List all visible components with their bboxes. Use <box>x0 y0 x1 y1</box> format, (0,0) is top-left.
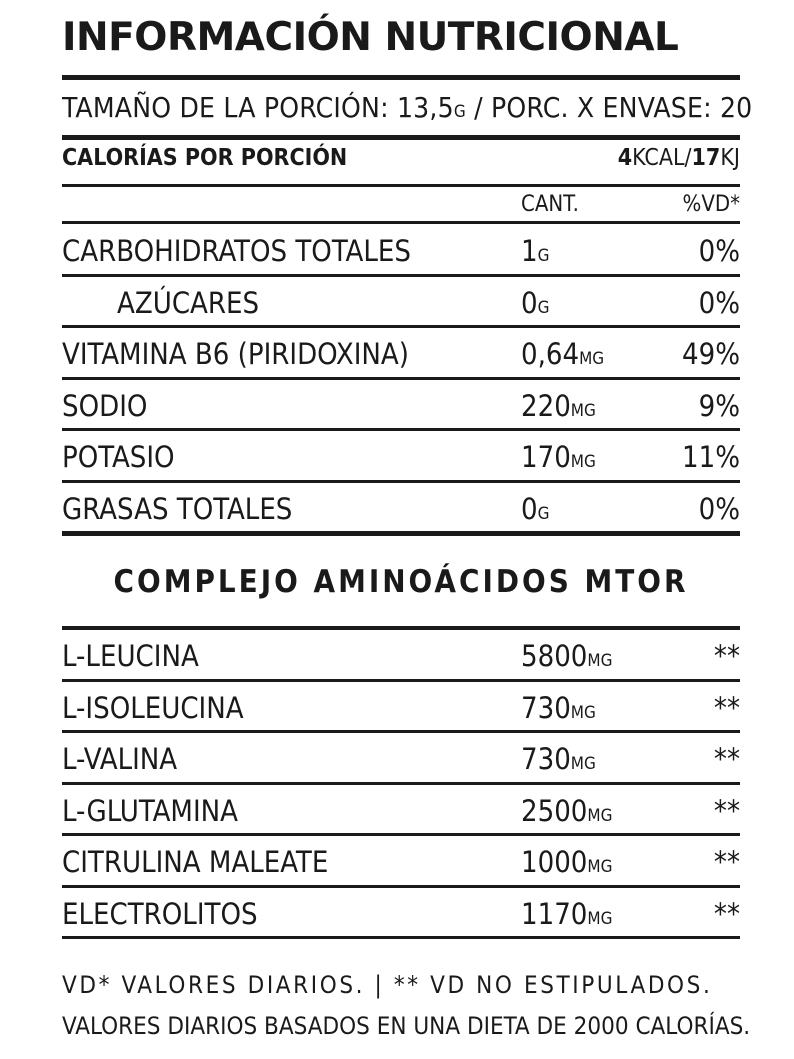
divider <box>62 274 740 277</box>
divider <box>62 75 740 80</box>
amount-unit: G <box>537 297 550 318</box>
row-daily-value: ** <box>713 845 740 879</box>
serving-size-label: TAMAÑO DE LA PORCIÓN: 13,5 <box>62 91 454 124</box>
table-row <box>62 791 740 831</box>
row-name: SODIO <box>62 388 148 423</box>
row-amount <box>521 337 604 371</box>
amount-unit: G <box>537 503 550 524</box>
row-amount <box>521 492 549 526</box>
row-amount <box>521 794 612 828</box>
amount-value: 0,64 <box>521 337 580 371</box>
amount-unit: MG <box>570 702 596 723</box>
dv-header: %VD* <box>682 192 740 217</box>
divider <box>62 626 740 630</box>
divider <box>62 936 740 939</box>
column-header-row <box>62 192 740 222</box>
divider <box>62 325 740 328</box>
amount-unit: MG <box>570 754 596 774</box>
divider <box>62 377 740 380</box>
amount-value: 170 <box>521 440 571 474</box>
row-daily-value: ** <box>713 896 740 931</box>
row-name: L-VALINA <box>62 742 178 776</box>
row-daily-value: ** <box>713 793 740 828</box>
amount-value: 0 <box>521 285 538 320</box>
amount-unit: MG <box>587 908 613 929</box>
section-title: COMPLEJO AMINOÁCIDOS MTOR <box>113 564 689 600</box>
row-daily-value: 9% <box>698 388 740 423</box>
table-row <box>62 636 740 676</box>
amount-unit: MG <box>579 349 605 369</box>
table-row <box>62 739 740 779</box>
amount-header: CANT. <box>521 192 579 217</box>
amount-unit: MG <box>570 452 596 472</box>
calories-value <box>618 145 740 171</box>
table-row <box>62 283 740 323</box>
table-row <box>62 894 740 934</box>
row-name: VITAMINA B6 (PIRIDOXINA) <box>62 337 409 371</box>
amount-value: 2500 <box>521 793 588 828</box>
row-daily-value: ** <box>713 639 740 673</box>
divider <box>62 730 740 733</box>
row-name: AZÚCARES <box>117 285 260 320</box>
kj-number: 17 <box>691 145 721 171</box>
row-daily-value: 0% <box>698 234 740 268</box>
row-daily-value: 0% <box>698 285 740 320</box>
row-amount <box>521 691 596 725</box>
row-daily-value: 0% <box>698 491 740 526</box>
footnote-line-1: VD* VALORES DIARIOS. | ** VD NO ESTIPULADOS. <box>62 971 713 999</box>
row-amount <box>521 897 612 931</box>
kj-unit: KJ <box>720 145 740 171</box>
divider <box>62 221 740 224</box>
row-amount <box>521 286 549 320</box>
amount-unit: MG <box>587 651 613 671</box>
row-amount <box>521 234 549 268</box>
divider <box>62 679 740 682</box>
amount-value: 730 <box>521 742 571 776</box>
amount-value: 5800 <box>521 639 588 673</box>
row-daily-value: ** <box>713 742 740 776</box>
row-name: CARBOHIDRATOS TOTALES <box>62 234 411 268</box>
amount-unit: G <box>537 246 550 266</box>
row-name: GRASAS TOTALES <box>62 491 293 526</box>
row-name: L-LEUCINA <box>62 639 199 673</box>
row-daily-value: ** <box>713 690 740 725</box>
row-amount <box>521 639 612 673</box>
amount-unit: MG <box>587 805 613 826</box>
row-daily-value: 11% <box>682 440 740 474</box>
row-name: ELECTROLITOS <box>62 896 258 931</box>
table-row <box>62 489 740 529</box>
serving-size-unit: G <box>453 102 466 122</box>
table-row <box>62 334 740 374</box>
table-row <box>62 231 740 271</box>
table-row <box>62 688 740 728</box>
divider <box>62 782 740 785</box>
row-amount <box>521 440 596 474</box>
divider <box>62 184 740 187</box>
amount-value: 0 <box>521 491 538 526</box>
divider <box>62 480 740 483</box>
amount-value: 1170 <box>521 896 588 931</box>
amount-value: 730 <box>521 690 571 725</box>
amount-value: 220 <box>521 388 571 423</box>
kcal-number: 4 <box>617 145 633 171</box>
table-row <box>62 437 740 477</box>
divider <box>62 885 740 888</box>
footnote-line-2: VALORES DIARIOS BASADOS EN UNA DIETA DE 2000 CALORÍAS. <box>62 1012 751 1040</box>
kcal-unit: KCAL/ <box>632 145 692 171</box>
amount-unit: MG <box>570 400 596 421</box>
panel-title: INFORMACIÓN NUTRICIONAL <box>62 15 679 60</box>
table-row <box>62 386 740 426</box>
divider <box>62 135 740 140</box>
row-amount <box>521 742 596 776</box>
amount-value: 1000 <box>521 845 588 879</box>
divider <box>62 833 740 836</box>
servings-per-container: / PORC. X ENVASE: 20 <box>465 91 753 124</box>
divider <box>62 531 740 536</box>
row-daily-value: 49% <box>682 337 740 371</box>
calories-row <box>62 145 740 179</box>
row-name: L-GLUTAMINA <box>62 793 238 828</box>
serving-info <box>62 88 753 132</box>
amount-unit: MG <box>587 857 613 877</box>
amount-value: 1 <box>521 234 538 268</box>
calories-label: CALORÍAS POR PORCIÓN <box>62 145 348 171</box>
row-name: L-ISOLEUCINA <box>62 690 244 725</box>
table-row <box>62 842 740 882</box>
row-amount <box>521 389 596 423</box>
row-amount <box>521 845 612 879</box>
divider <box>62 428 740 431</box>
row-name: POTASIO <box>62 440 175 474</box>
row-name: CITRULINA MALEATE <box>62 845 329 879</box>
